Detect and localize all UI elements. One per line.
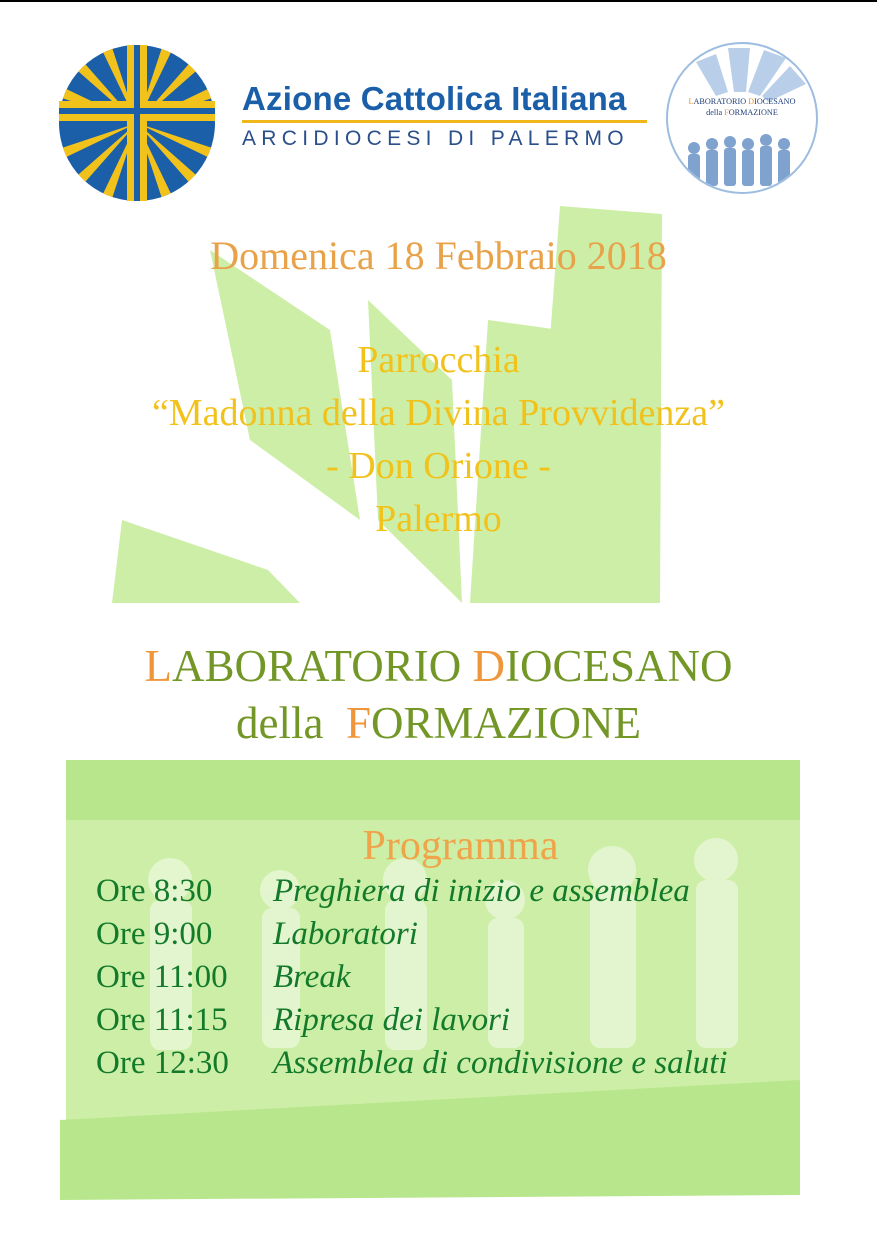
schedule-item [96, 870, 728, 913]
schedule-time: Ore 12:30 [96, 1045, 229, 1081]
badge-line-1: LABORATORIO DIOCESANO [688, 97, 796, 106]
org-divider [242, 120, 647, 123]
schedule-activity: Assemblea di condivisione e saluti [273, 1045, 728, 1081]
schedule-item [96, 1042, 728, 1085]
schedule-time: Ore 9:00 [96, 916, 213, 952]
venue-line-1: Parrocchia [357, 339, 520, 381]
venue-line-4: Palermo [375, 498, 502, 540]
laboratorio-badge-logo-icon [666, 42, 818, 194]
sunburst-cross-logo-icon [58, 44, 216, 202]
schedule-activity: Break [273, 959, 351, 995]
org-name: Azione Cattolica Italiana [242, 80, 627, 117]
schedule-time: Ore 11:00 [96, 959, 228, 995]
schedule-item [96, 999, 728, 1042]
schedule-activity: Ripresa dei lavori [273, 1002, 511, 1038]
schedule-item [96, 956, 728, 999]
programma-title: Programma [362, 823, 559, 869]
schedule-activity: Laboratori [273, 916, 418, 952]
event-date: Domenica 18 Febbraio 2018 [210, 233, 667, 278]
badge-line-2: della FORMAZIONE [706, 108, 778, 117]
venue-line-3: - Don Orione - [326, 445, 551, 487]
schedule-item [96, 913, 728, 956]
schedule-time: Ore 11:15 [96, 1002, 228, 1038]
venue-line-2: “Madonna della Divina Provvidenza” [152, 392, 725, 434]
org-subtitle: ARCIDIOCESI DI PALERMO [242, 127, 629, 150]
lab-title-line-2: della FORMAZIONE [236, 698, 641, 748]
badge-graphic [668, 44, 816, 192]
schedule-activity: Preghiera di inizio e assemblea [273, 873, 690, 909]
schedule-list [96, 870, 728, 1085]
schedule-time: Ore 8:30 [96, 873, 213, 909]
lab-title-line-1: LABORATORIO DIOCESANO [144, 641, 733, 691]
